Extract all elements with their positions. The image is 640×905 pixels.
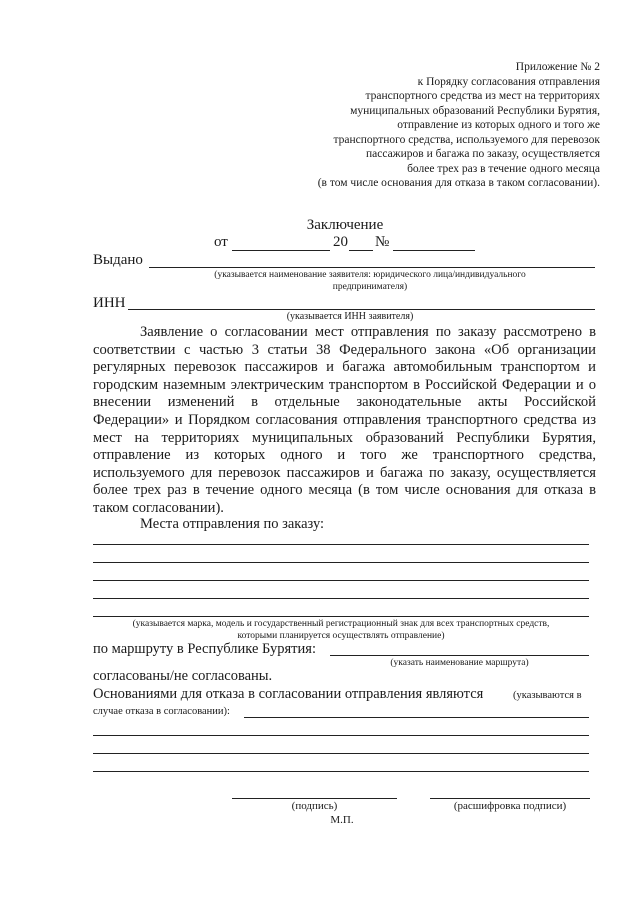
refusal-field-line[interactable] bbox=[93, 771, 589, 772]
issued-hint-line: предпринимателя) bbox=[332, 282, 408, 292]
places-hint-line: (указывается марка, модель и государственный регистрационный знак для всех транспортных средств, bbox=[132, 619, 550, 629]
appendix-header bbox=[318, 60, 600, 191]
refusal-hint: (указываются в bbox=[513, 690, 582, 701]
signature-decode-label: (расшифровка подписи) bbox=[453, 800, 567, 812]
issued-hint-line: (указывается наименование заявителя: юридического лица/индивидуального bbox=[214, 270, 526, 280]
appendix-line: к Порядку согласования отправления bbox=[417, 75, 600, 88]
places-field-line[interactable] bbox=[93, 580, 589, 581]
date-from-label: от bbox=[214, 234, 228, 250]
places-field-line[interactable] bbox=[93, 598, 589, 599]
places-label: Места отправления по заказу: bbox=[140, 516, 325, 532]
appendix-line: отправление из которых одного и того же bbox=[397, 119, 600, 131]
places-hint-line: которыми планируется осуществлять отправление) bbox=[237, 631, 445, 641]
agreed-text: согласованы/не согласованы. bbox=[93, 668, 273, 684]
issued-field[interactable] bbox=[149, 267, 595, 268]
inn-label: ИНН bbox=[93, 295, 126, 311]
body-paragraph: Заявление о согласовании мест отправления по заказу рассмотрено в соответствии с частью 3 статьи 38 Федерального закона «Об организации регулярных перевозок пассажиров и багажа автомобильным транспортом и городским наземным электрическим транспортом в Российской Федерации и о внесении изменений в отдельные законодательные акты Российской Федерации» и Порядком согласования отправления транспортного средства из мест на территориях муниципальных образований Республики Бурятия, отправление из которых одного и того же транспортного средства, используемого для перевозок пассажиров и багажа по заказу, осуществляется более трех раз в течение одного месяца (в том числе основания для отказа в таком согласовании). bbox=[93, 324, 596, 516]
issued-label: Выдано bbox=[93, 252, 143, 268]
inn-field[interactable] bbox=[128, 309, 595, 310]
places-field-line[interactable] bbox=[93, 616, 589, 617]
refusal-field-line[interactable] bbox=[244, 717, 589, 718]
appendix-line: более трех раз в течение одного месяца bbox=[407, 162, 600, 175]
date-field[interactable] bbox=[232, 250, 330, 251]
appendix-line: Приложение № 2 bbox=[515, 61, 600, 73]
appendix-line: транспортного средства из мест на территориях bbox=[365, 90, 600, 102]
places-hint bbox=[93, 618, 589, 642]
year-field[interactable] bbox=[349, 250, 373, 251]
signature-field[interactable] bbox=[232, 798, 397, 799]
refusal-hint: случае отказа в согласовании): bbox=[93, 706, 230, 717]
signature-label: (подпись) bbox=[291, 800, 338, 812]
route-label: по маршруту в Республике Бурятия: bbox=[93, 641, 316, 657]
route-hint: (указать наименование маршрута) bbox=[390, 658, 529, 668]
refusal-label: Основаниями для отказа в согласовании отправления являются bbox=[93, 686, 484, 702]
number-field[interactable] bbox=[393, 250, 475, 251]
inn-hint: (указывается ИНН заявителя) bbox=[286, 311, 414, 322]
document-title: Заключение bbox=[306, 217, 384, 233]
year-prefix: 20 bbox=[333, 234, 348, 250]
refusal-field-line[interactable] bbox=[93, 753, 589, 754]
places-field-line[interactable] bbox=[93, 562, 589, 563]
seal-label: М.П. bbox=[330, 814, 354, 826]
appendix-line: пассажиров и багажа по заказу, осуществляется bbox=[365, 148, 600, 160]
appendix-line: муниципальных образований Республики Бурятия, bbox=[350, 104, 600, 117]
appendix-line: (в том числе основания для отказа в таком согласовании). bbox=[317, 177, 600, 189]
refusal-field-line[interactable] bbox=[93, 735, 589, 736]
issued-hint bbox=[140, 269, 600, 293]
route-field[interactable] bbox=[330, 655, 589, 656]
signature-decode-field[interactable] bbox=[430, 798, 590, 799]
places-field-line[interactable] bbox=[93, 544, 589, 545]
number-label: № bbox=[375, 234, 390, 250]
appendix-line: транспортного средства, используемого для перевозок bbox=[333, 133, 600, 146]
